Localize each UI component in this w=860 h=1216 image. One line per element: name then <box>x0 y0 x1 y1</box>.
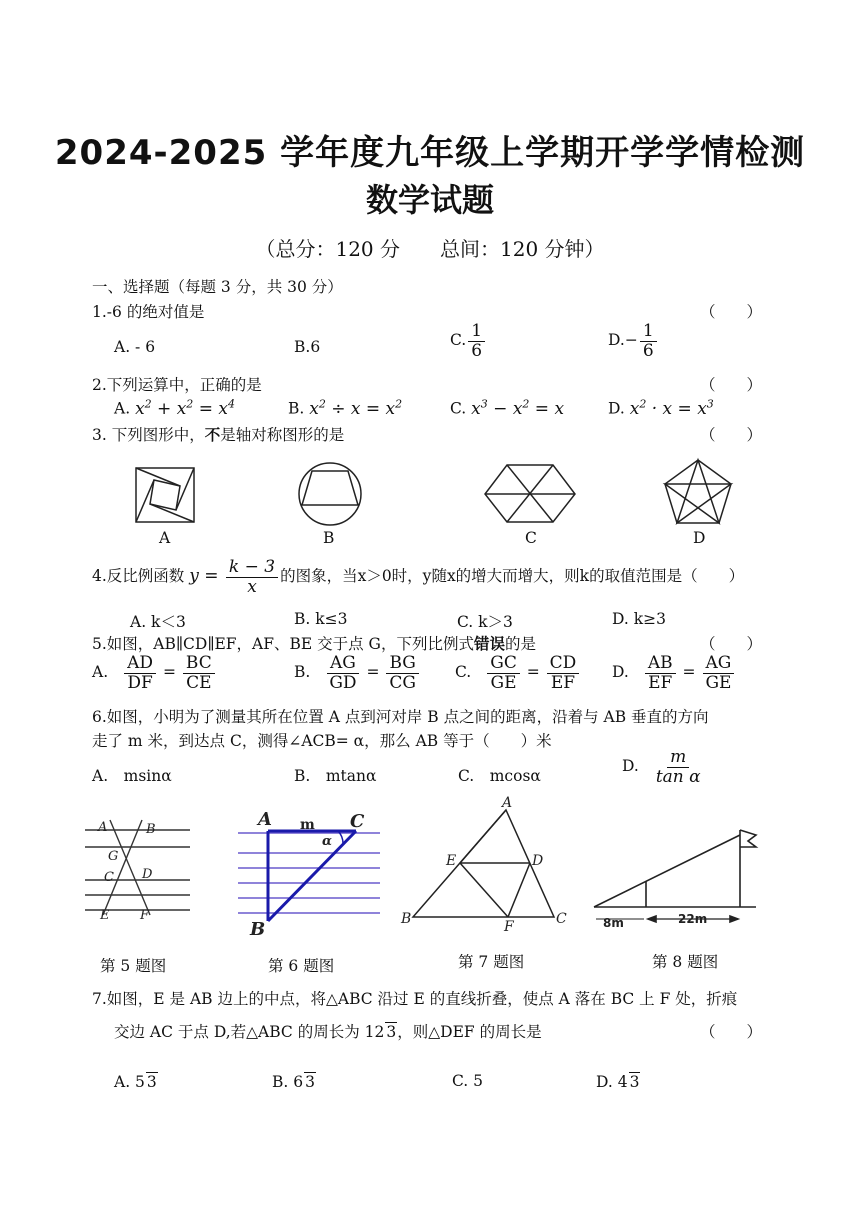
q3-label-c: C <box>525 529 537 547</box>
q7-sqrt-arg: 3 <box>386 1023 397 1041</box>
q1-option-b: B.6 <box>294 338 321 356</box>
fig5-point-b: B <box>146 822 156 837</box>
q6-option-d-num: m <box>667 748 689 768</box>
q5-c-frac1-den: GE <box>490 672 517 693</box>
q1-option-d <box>608 322 659 360</box>
q1-option-c-label: C. <box>450 331 467 350</box>
q5-stem-post: 的是 <box>504 635 536 653</box>
q7-option-d-sqrt-arg: 3 <box>629 1073 640 1091</box>
q3-figure-c-hexagon <box>485 465 575 522</box>
q7-option-d-sqrt <box>629 1072 641 1091</box>
q5-d-frac2-num: AG <box>703 654 735 674</box>
q7-option-d <box>596 1072 640 1091</box>
q7-option-a-text: A. 5 <box>114 1073 145 1091</box>
q5-b-frac1 <box>326 654 359 692</box>
q5-d-frac2-den: GE <box>705 672 732 693</box>
q2-option-c: C. $x^3 - x^2 = x$ <box>450 397 565 419</box>
q5-option-d: D. $\frac{AB}{EF}$ = $\frac{AG}{GE}$ <box>612 654 736 692</box>
q7-option-b-sqrt <box>304 1072 316 1091</box>
q5-a-frac2-num: BC <box>183 654 215 674</box>
q4-stem: 4.反比例函数 y = $\frac{k - 3}{x}$ 的图象，当x＞0时，y随x的增大而增大，则k的取值范围是（ ） <box>92 557 745 597</box>
fig6-point-b: B <box>250 919 266 940</box>
q5-a-frac2-den: CE <box>186 672 212 693</box>
q6-stem-line2: 走了 m 米，到达点 C，测得∠ACB= α，那么 AB 等于（ ）米 <box>92 732 552 750</box>
q7-sqrt <box>385 1022 397 1041</box>
fig8-diagram <box>594 830 756 922</box>
section-heading: 一、选择题（每题 3 分，共 30 分） <box>92 278 343 296</box>
q5-c-frac2-den: EF <box>550 672 576 693</box>
q6-stem-line1: 6.如图，小明为了测量其所在位置 A 点到河对岸 B 点之间的距离，沿着与 AB 垂直的方向 <box>92 708 709 726</box>
fig5-point-g: G <box>108 849 119 864</box>
q2-option-a: A. $x^2 + x^2 = x^4$ <box>114 397 235 419</box>
q5-c-frac2 <box>547 654 580 692</box>
fig6-caption: 第 6 题图 <box>268 957 335 975</box>
q2-option-b: B. $x^2 \div x = x^2$ <box>288 397 403 419</box>
q7-stem2-post: ，则△DEF 的周长是 <box>397 1023 542 1041</box>
q4-fraction-num: k − 3 <box>226 558 278 578</box>
q7-answer-paren: （ ） <box>700 1023 763 1041</box>
q5-a-frac1-num: AD <box>124 654 156 674</box>
q7-stem-line2 <box>114 1020 542 1042</box>
fig7-point-b: B <box>401 911 412 927</box>
q7-stem2-pre: 交边 AC 于点 D,若△ABC 的周长为 12 <box>114 1023 385 1041</box>
fig5-point-e: E <box>100 908 110 923</box>
figures-row <box>0 795 860 945</box>
q5-c-frac2-num: CD <box>547 654 580 674</box>
q1-stem: 1.-6 的绝对值是 <box>92 303 205 321</box>
q5-a-frac2 <box>183 654 215 692</box>
q1-option-d-sign: − <box>624 331 638 350</box>
q5-option-d-label: D. <box>612 663 629 682</box>
q7-option-b-text: B. 6 <box>272 1073 304 1091</box>
q1-option-c-den: 6 <box>471 340 483 361</box>
q7-stem-line1: 7.如图，E 是 AB 边上的中点，将△ABC 沿过 E 的直线折叠，使点 A 落在 BC 上 F 处，折痕 <box>92 990 738 1008</box>
q5-a-frac1-den: DF <box>127 672 153 693</box>
fig7-point-f: F <box>504 919 514 935</box>
q5-b-frac1-den: GD <box>329 672 357 693</box>
q2-option-d-label: D. <box>608 399 625 418</box>
q1-option-c-num: 1 <box>468 322 485 342</box>
q5-b-frac2 <box>386 654 419 692</box>
q1-option-d-fraction <box>640 322 657 360</box>
q5-option-b-label: B. <box>294 663 311 682</box>
q1-answer-paren: （ ） <box>700 303 763 321</box>
q3-figure-a-pinwheel <box>136 468 194 522</box>
q5-c-frac1 <box>487 654 520 692</box>
fig6-diagram <box>238 831 380 921</box>
fig6-point-a: A <box>258 809 272 830</box>
q5-d-frac1-den: EF <box>648 672 673 693</box>
q3-label-a: A <box>159 529 171 547</box>
q1-option-d-label: D. <box>608 331 625 350</box>
q4-option-b: B. k≤3 <box>294 610 348 628</box>
q5-b-frac1-num: AG <box>327 654 359 674</box>
q1-option-c-fraction <box>468 322 485 360</box>
q4-option-d: D. k≥3 <box>612 610 666 628</box>
q7-option-a-sqrt <box>146 1072 158 1091</box>
fig5-caption: 第 5 题图 <box>100 957 167 975</box>
q5-a-frac1 <box>124 654 156 692</box>
q5-option-c-label: C. <box>455 663 472 682</box>
fig5-point-f: F <box>140 908 150 923</box>
q3-label-d: D <box>693 529 706 547</box>
q3-stem <box>92 423 344 445</box>
page-subtitle-title: 数学试题 <box>365 181 494 219</box>
q5-option-a-label: A. <box>92 663 109 682</box>
q1-option-d-den: 6 <box>642 340 654 361</box>
q5-stem <box>92 632 536 654</box>
q7-option-c: C. 5 <box>452 1072 484 1090</box>
q7-option-a-sqrt-arg: 3 <box>146 1073 157 1091</box>
q5-c-frac1-num: GC <box>487 654 520 674</box>
q2-option-a-label: A. <box>114 399 131 418</box>
fig6-alpha-label: α <box>322 834 333 849</box>
q1-option-c <box>450 322 487 360</box>
fig7-point-c: C <box>556 911 567 927</box>
fig7-caption: 第 7 题图 <box>458 953 525 971</box>
q4-fraction-den: x <box>247 576 257 597</box>
q3-figure-b-circle <box>299 463 361 525</box>
q3-stem-pre: 3. 下列图形中， <box>92 426 205 444</box>
page-title: 2024-2025 学年度九年级上学期开学学情检测 <box>54 133 806 173</box>
q4-option-c: C. k＞3 <box>457 613 513 631</box>
score-time-info: （总分：120 分 总间：120 分钟） <box>255 237 605 261</box>
q5-stem-emphasis: 错误 <box>473 634 505 653</box>
fig6-m-label: m <box>300 817 315 833</box>
q1-option-d-num: 1 <box>640 322 657 342</box>
q7-option-b <box>272 1072 316 1091</box>
q6-option-d <box>622 748 706 786</box>
q5-option-c: C. $\frac{GC}{GE}$ = $\frac{CD}{EF}$ <box>455 654 581 692</box>
q2-option-d: D. $x^2 \cdot x = x^3$ <box>608 397 714 419</box>
fig5-point-c: C <box>104 870 114 885</box>
fig5-point-a: A <box>98 820 108 835</box>
q2-option-b-label: B. <box>288 399 305 418</box>
q3-label-b: B <box>323 529 335 547</box>
fig8-caption: 第 8 题图 <box>652 953 719 971</box>
q2-stem: 2.下列运算中，正确的是 <box>92 376 262 394</box>
fig5-point-d: D <box>142 867 153 882</box>
q5-b-frac2-num: BG <box>386 654 418 674</box>
q5-option-a: A. $\frac{AD}{DF}$ = $\frac{BC}{CE}$ <box>92 654 217 692</box>
q4-fraction <box>226 558 278 596</box>
q4-option-a: A. k＜3 <box>130 613 186 631</box>
q6-option-d-label: D. <box>622 757 639 776</box>
q1-option-a: A. - 6 <box>114 338 156 356</box>
q4-stem-pre: 4.反比例函数 <box>92 567 185 586</box>
q3-figure-d-pentagon <box>665 460 731 523</box>
q4-stem-post: 的图象，当x＞0时，y随x的增大而增大，则k的取值范围是（ ） <box>280 567 745 586</box>
q2-option-c-label: C. <box>450 399 467 418</box>
q6-option-a: A. msinα <box>92 767 172 785</box>
fig7-point-e: E <box>446 853 457 869</box>
fig6-point-c: C <box>350 811 365 832</box>
q7-option-a <box>114 1072 158 1091</box>
q6-option-d-den: tan α <box>655 766 701 787</box>
q2-answer-paren: （ ） <box>700 376 763 394</box>
q6-option-d-fraction <box>653 748 704 786</box>
q3-figures <box>0 450 860 550</box>
q5-stem-pre: 5.如图，AB∥CD∥EF，AF、BE 交于点 G，下列比例式 <box>92 635 474 653</box>
fig8-length-right: 22m <box>678 912 708 926</box>
q6-option-c: C. mcosα <box>458 767 541 785</box>
q5-d-frac1-num: AB <box>645 654 676 674</box>
q7-option-d-text: D. 4 <box>596 1073 628 1091</box>
fig7-point-d: D <box>532 853 544 869</box>
q5-answer-paren: （ ） <box>700 635 763 653</box>
q5-d-frac1 <box>645 654 676 692</box>
q4-y-var: y <box>189 566 199 587</box>
q7-option-b-sqrt-arg: 3 <box>305 1073 315 1091</box>
q6-option-b: B. mtanα <box>294 767 377 785</box>
q3-stem-emphasis: 不 <box>204 425 221 444</box>
q5-b-frac2-den: CG <box>389 672 416 693</box>
q5-d-frac2 <box>702 654 734 692</box>
fig7-point-a: A <box>502 795 513 811</box>
q3-stem-post: 是轴对称图形的是 <box>220 426 345 444</box>
fig8-length-left: 8m <box>603 916 624 930</box>
q5-option-b: B. $\frac{AG}{GD}$ = $\frac{BG}{CG}$ <box>294 654 421 692</box>
q3-answer-paren: （ ） <box>700 426 763 444</box>
